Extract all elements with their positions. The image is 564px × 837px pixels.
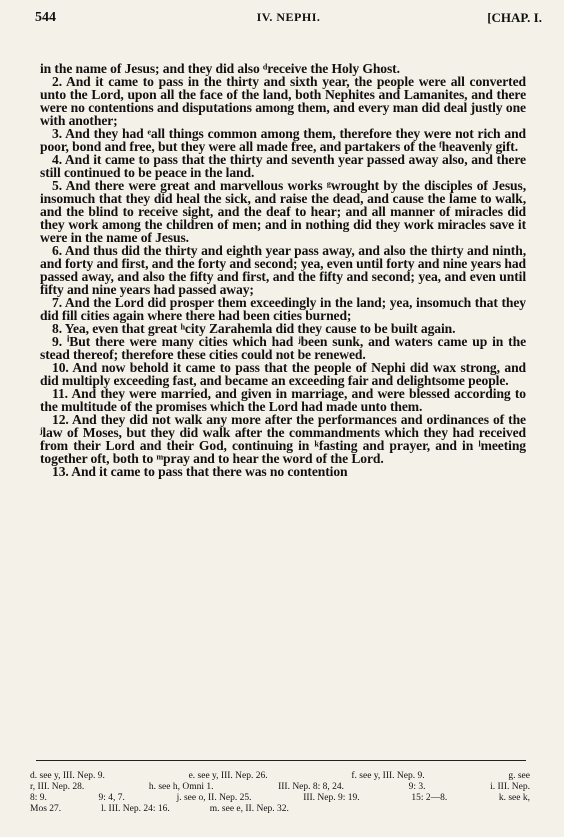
verse-2: 2. And it came to pass in the thirty and sixth year, the people were all converted unto the Lord, upon all the face of the land, both Nephites and Lamanites, and there were no contentions and disputations among them, and every man did deal justly one with another; [40,74,526,128]
footnote: l. III. Nep. 24: 16. [101,804,170,814]
footnote-row [30,771,530,782]
footnote: m. see e, II. Nep. 32. [209,804,289,814]
verse-13: 13. And it came to pass that there was no contention [52,464,348,479]
footnote-divider [36,760,526,761]
verse-11: 11. And they were married, and given in marriage, and were blessed according to the multitude of the promises which the Lord had made unto them. [40,386,526,414]
footnote: j. see o, II. Nep. 25. [176,793,252,803]
verse-6: 6. And thus did the thirty and eighth year pass away, and also the thirty and ninth, and forty and first, and the forty and second; yea, even until forty and nine years had passed away, and also the fifty and first, and the fifty and second; yea, and even until fifty and nine years had passed away; [40,243,526,297]
footnote: 8: 9. [30,793,47,803]
verse-4: 4. And it came to pass that the thirty and seventh year passed away also, and there still continued to be peace in the land. [40,152,526,180]
verse-12: 12. And they did not walk any more after the performances and ordinances of the ʲlaw of Moses, but they did walk after the commandments which they had received from their Lord and their God, continuing in ᵏfasting and prayer, and in ˡmeeting together oft, both to ᵐpray and to hear the word of the Lord. [40,412,526,466]
footnote: i. III. Nep. [490,782,530,792]
verse-8: 8. Yea, even that great ʰcity Zarahemla did they cause to be built again. [52,321,456,336]
footnote-row [30,804,530,815]
footnote: g. see [508,771,530,781]
verse-7: 7. And the Lord did prosper them exceedingly in the land; yea, insomuch that they did fill cities again where there had been cities burned; [40,295,526,323]
footnote: k. see k, [498,793,530,803]
footnote: 15: 2—8. [411,793,448,803]
footnote: f. see y, III. Nep. 9. [351,771,425,781]
footnote: Mos 27. [30,804,62,814]
footnote: h. see h, Omni 1. [148,782,214,792]
footnote-row [30,793,530,804]
verse-9: 9. ⁱBut there were many cities which had ʲbeen sunk, and waters came up in the stead thereof; therefore these cities could not be renewed. [40,334,526,362]
page-number: 544 [35,10,56,25]
chapter-label: [CHAP. I. [487,10,542,25]
footnote: III. Nep. 8: 8, 24. [278,782,345,792]
page-header [35,10,542,32]
verse-10: 10. And now behold it came to pass that the people of Nephi did wax strong, and did multiply exceeding fast, and became an exceeding fair and delightsome people. [40,360,526,388]
footnote: III. Nep. 9: 19. [303,793,360,803]
verse-continuation: in the name of Jesus; and they did also ᵈreceive the Holy Ghost. [40,61,400,76]
footnote: 9: 3. [408,782,426,792]
footnote-row [30,782,530,793]
book-title: IV. NEPHI. [256,10,321,24]
verse-3: 3. And they had ᵉall things common among them, therefore they were not rich and poor, bond and free, but they were all made free, and partakers of the ᶠheavenly gift. [40,126,526,154]
footnote: d. see y, III. Nep. 9. [30,771,105,781]
footnote: r, III. Nep. 28. [30,782,85,792]
verse-5: 5. And there were great and marvellous works ᵍwrought by the disciples of Jesus, insomuch that they did heal the sick, and raise the dead, and cause the lame to walk, and the blind to receive sight, and the deaf to hear; and all manner of miracles did they work among the children of men; and in nothing did they work miracles save it were in the name of Jesus. [40,178,526,245]
footnotes [30,771,530,815]
footnote: e. see y, III. Nep. 26. [188,771,268,781]
scripture-text [40,62,526,478]
footnote: 9: 4, 7. [98,793,125,803]
